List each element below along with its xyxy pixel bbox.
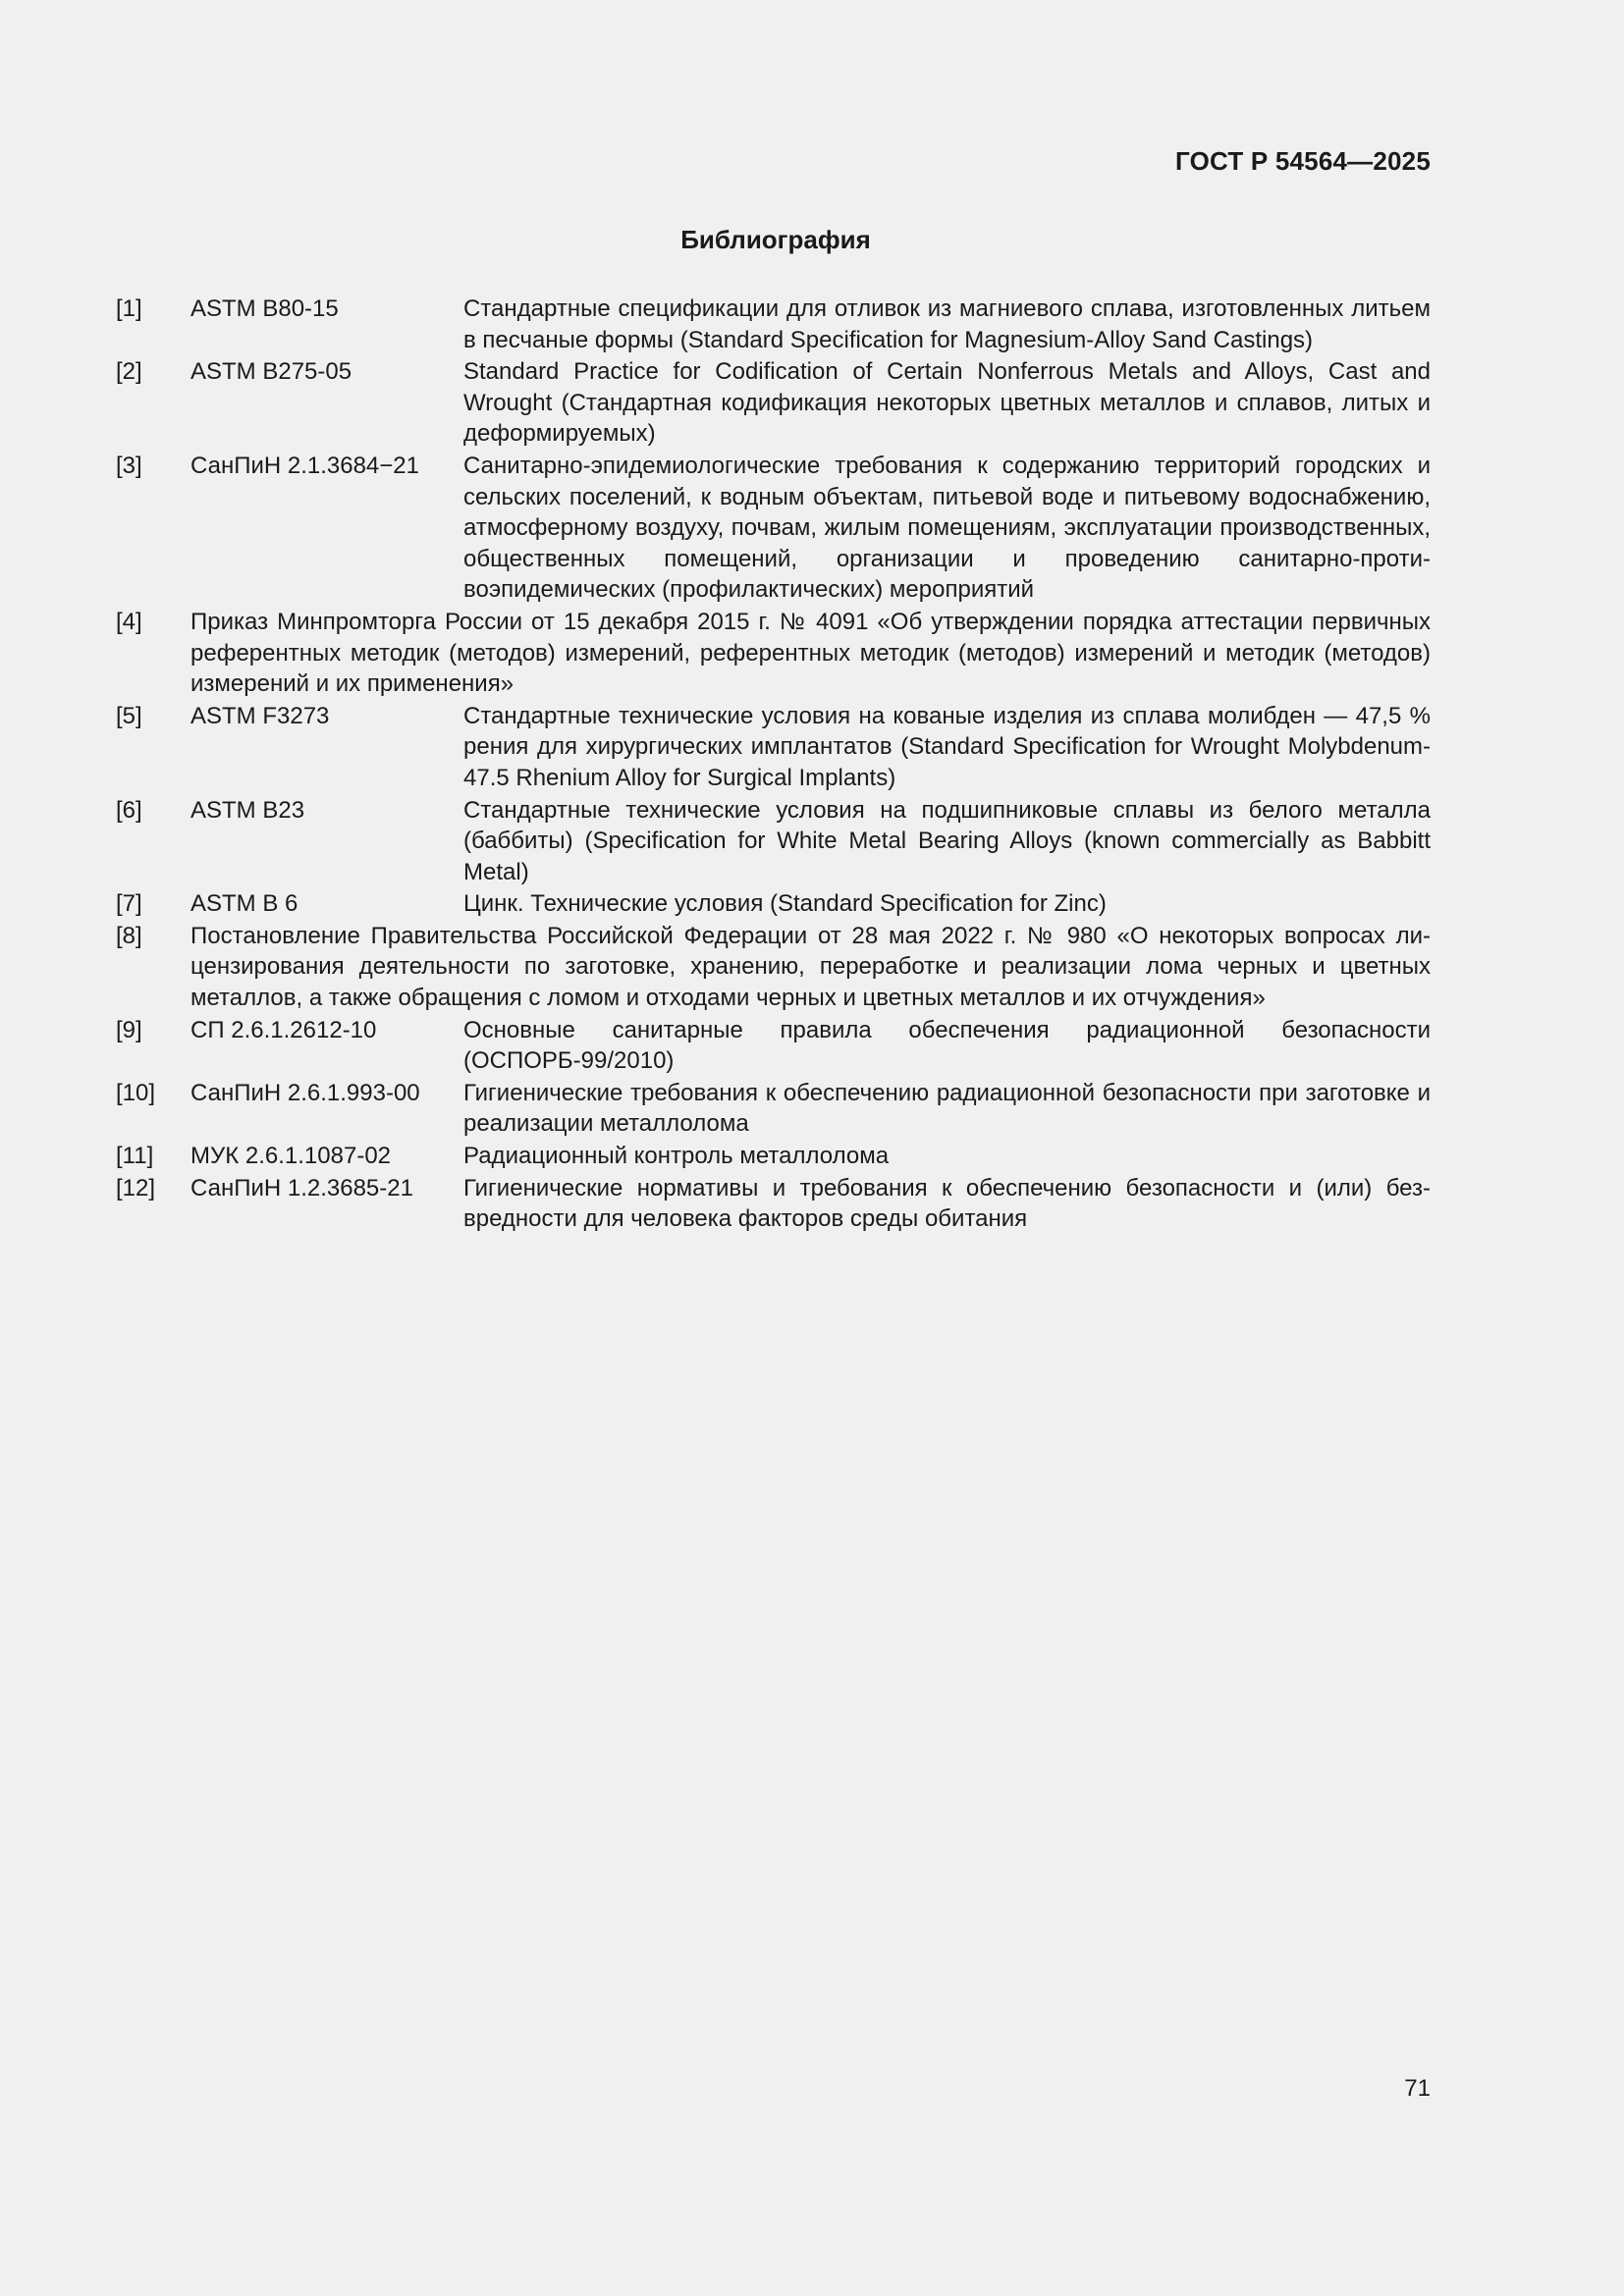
entry-number: [7] bbox=[116, 890, 142, 918]
bibliography-entry bbox=[116, 356, 1431, 450]
entry-code: ASTM B 6 bbox=[190, 890, 298, 918]
bibliography-list bbox=[116, 294, 1431, 1236]
entry-description: Радиационный контроль металлолома bbox=[463, 1143, 890, 1170]
entry-description: Стандартные технические условия на подшипниковые сплавы из белого металла (баббиты) (Specification for White Metal Bearing Alloys (known commercially as Babbitt Metal) bbox=[463, 796, 1431, 885]
bibliography-entry bbox=[116, 294, 1431, 355]
bibliography-entry bbox=[116, 921, 1431, 1014]
section-title: Библиография bbox=[680, 225, 871, 254]
entry-number: [2] bbox=[116, 358, 142, 386]
bibliography-entry bbox=[116, 888, 1431, 920]
entry-number: [8] bbox=[116, 922, 142, 949]
document-code: ГОСТ Р 54564—2025 bbox=[1175, 146, 1431, 176]
entry-description: Основные санитарные правила обеспечения радиационной безопасности (ОСПОРБ-99/2010) bbox=[463, 1016, 1431, 1075]
entry-description: Standard Practice for Codification of Certain Nonferrous Metals and Alloys, Cast and Wrought (Стандартная кодификация некоторых цветных металлов и сплавов, литых и деформируемых) bbox=[463, 358, 1431, 448]
entry-code: МУК 2.6.1.1087-02 bbox=[190, 1143, 392, 1170]
entry-number: [10] bbox=[116, 1079, 156, 1106]
entry-code: ASTM B275-05 bbox=[190, 358, 352, 386]
entry-code: СанПиН 2.6.1.993-00 bbox=[190, 1079, 420, 1106]
entry-number: [3] bbox=[116, 452, 142, 479]
entry-number: [9] bbox=[116, 1016, 142, 1043]
entry-code: СанПиН 2.1.3684−21 bbox=[190, 452, 419, 479]
entry-code: ASTM B23 bbox=[190, 796, 305, 824]
entry-number: [11] bbox=[116, 1143, 154, 1170]
bibliography-entry bbox=[116, 607, 1431, 700]
bibliography-entry bbox=[116, 1173, 1431, 1235]
entry-description: Санитарно-эпидемиологические требования к содержанию территорий городских и сельских поселений, к водным объектам, питьевой воде и питьевому водоснабжению, атмосферному воздуху, почвам, жилым помещениям, эксплуатации производственных, общественных помещений, организации и проведению санитарно-противоэпидемических (профилактических) мероприятий bbox=[463, 452, 1431, 604]
entry-code: СанПиН 1.2.3685-21 bbox=[190, 1174, 413, 1201]
entry-description: Стандартные технические условия на кованые изделия из сплава молибден — 47,5 % рения для хирургических имплантатов (Standard Specification for Wrought Molybdenum-47.5 Rhenium Alloy for Surgical Implants) bbox=[463, 702, 1431, 791]
entry-description: Стандартные спецификации для отливок из магниевого сплава, изготовленных литьем в песчаные формы (Standard Specification for Magnesium-Alloy Sand Castings) bbox=[463, 295, 1431, 353]
entry-number: [5] bbox=[116, 702, 142, 729]
bibliography-entry bbox=[116, 1078, 1431, 1140]
entry-number: [6] bbox=[116, 796, 142, 824]
entry-description: Гигиенические требования к обеспечению радиационной безопасности при заготовке и реализации металлолома bbox=[463, 1079, 1431, 1138]
entry-description: Гигиенические нормативы и требования к обеспечению безопасности и (или) безвредности для человека факторов среды обитания bbox=[463, 1174, 1431, 1233]
entry-number: [4] bbox=[116, 608, 142, 635]
bibliography-entry bbox=[116, 451, 1431, 606]
entry-description: Постановление Правительства Российской Федерации от 28 мая 2022 г. № 980 «О некоторых вопросах лицензирования деятельности по заготовке, хранению, переработке и реализации лома черных и цветных металлов, а также обращения с ломом и отходами черных и цветных металлов и их отчуждения» bbox=[190, 922, 1431, 1012]
bibliography-entry bbox=[116, 701, 1431, 794]
entry-code: ASTM F3273 bbox=[190, 702, 330, 729]
entry-description: Цинк. Технические условия (Standard Specification for Zinc) bbox=[463, 890, 1107, 918]
entry-code: СП 2.6.1.2612-10 bbox=[190, 1016, 377, 1043]
entry-code: ASTM B80-15 bbox=[190, 295, 339, 322]
bibliography-entry bbox=[116, 795, 1431, 888]
entry-description: Приказ Минпромторга России от 15 декабря 2015 г. № 4091 «Об утверждении порядка аттестации первичных референтных методик (методов) измерений, референтных методик (методов) измерений и методик (методов) измерений и их применения» bbox=[190, 608, 1431, 698]
page-number: 71 bbox=[1404, 2075, 1431, 2102]
entry-number: [1] bbox=[116, 295, 142, 322]
bibliography-entry bbox=[116, 1015, 1431, 1077]
entry-number: [12] bbox=[116, 1174, 156, 1201]
bibliography-entry bbox=[116, 1141, 1431, 1172]
